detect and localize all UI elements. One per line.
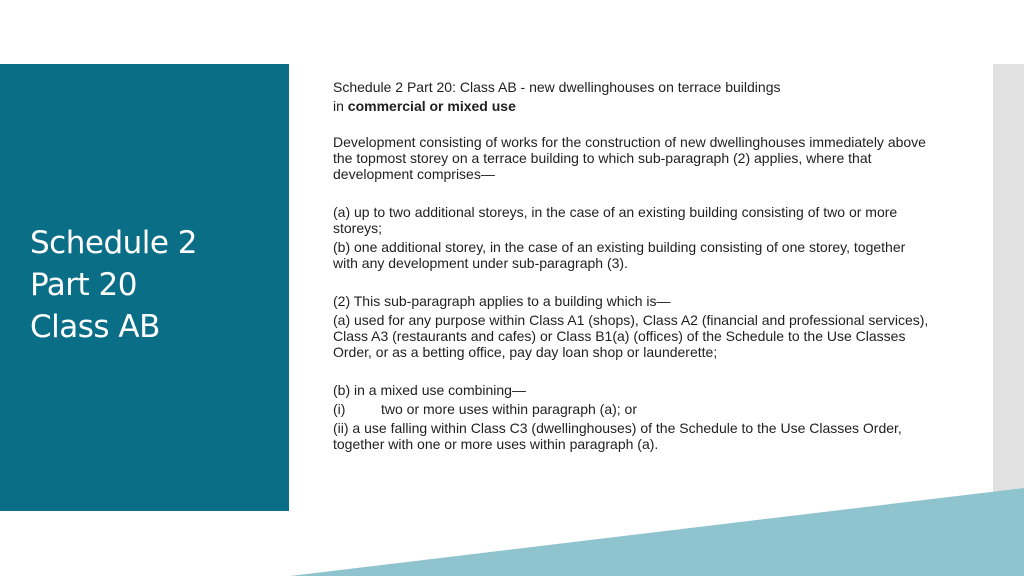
paragraph-item-b-mixed-use: (b) in a mixed use combining— <box>333 382 526 398</box>
subitem-ii: (ii) a use falling within Class C3 (dwellinghouses) of the Schedule to the Use Classes Order, together with one or more uses within paragraph (a). <box>333 420 902 452</box>
slide-title-line-1: Schedule 2 <box>30 225 198 261</box>
subitem-i-text: two or more uses within paragraph (a); or <box>381 401 637 417</box>
subitem-i-number: (i) <box>333 401 346 417</box>
paragraph-development: Development consisting of works for the construction of new dwellinghouses immediately above the topmost storey on a terrace building to which sub-paragraph (2) applies, where that development comprises— <box>333 134 926 182</box>
paragraph-2-intro: (2) This sub-paragraph applies to a building which is— <box>333 293 671 309</box>
paragraph-2-item-a: (a) used for any purpose within Class A1 (shops), Class A2 (financial and professional services), Class A3 (restaurants and cafes) or Class B1(a) (offices) of the Schedule to the Use Classes Order, or as a betting office, pay day loan shop or launderette; <box>333 312 929 360</box>
slide-title <box>30 222 197 348</box>
subitem-i <box>333 401 933 417</box>
item-a-storeys: (a) up to two additional storeys, in the case of an existing building consisting of two or more storeys; <box>333 204 898 236</box>
heading-bold-text: commercial or mixed use <box>347 98 516 114</box>
slide-title-line-2: Part 20 <box>30 267 137 303</box>
item-b-storey: (b) one additional storey, in the case of an existing building consisting of one storey, together with any development under sub-paragraph (3). <box>333 239 906 271</box>
section-heading-line-2 <box>333 97 933 116</box>
decorative-right-strip <box>993 64 1024 511</box>
slide-body <box>333 78 933 452</box>
section-heading-line-1: Schedule 2 Part 20: Class AB - new dwellinghouses on terrace buildings <box>333 79 781 95</box>
slide-title-line-3: Class AB <box>30 309 160 345</box>
heading-prefix: in <box>333 98 348 114</box>
